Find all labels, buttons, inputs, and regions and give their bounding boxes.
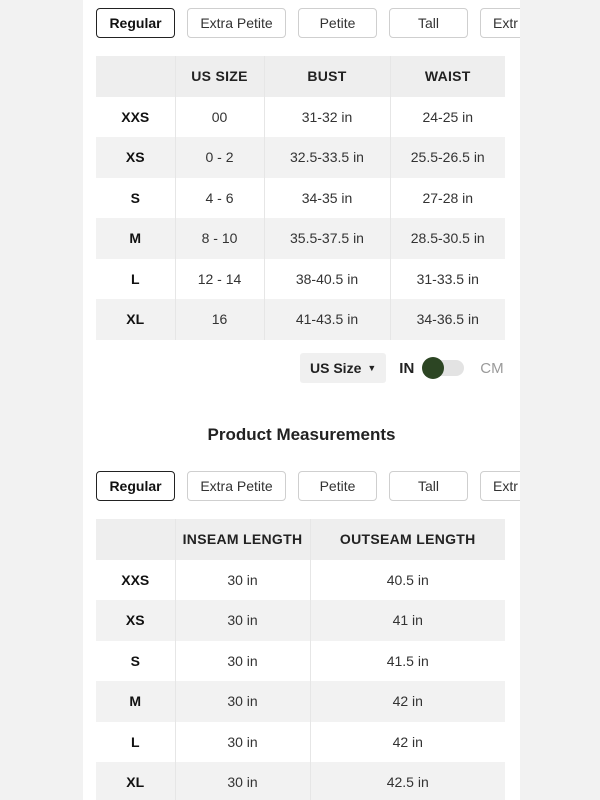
waist-cell: 31-33.5 in bbox=[390, 259, 505, 300]
column-header-waist: WAIST bbox=[390, 56, 505, 97]
outseam-cell: 41 in bbox=[310, 600, 505, 641]
table-row bbox=[96, 178, 505, 219]
table-row bbox=[96, 600, 505, 641]
column-header bbox=[96, 519, 175, 560]
column-header bbox=[96, 56, 175, 97]
section-title: Product Measurements bbox=[207, 425, 396, 444]
table-row bbox=[96, 560, 505, 601]
measurement-tabs bbox=[96, 471, 520, 501]
tab-extra-tall[interactable]: Extr bbox=[480, 471, 520, 501]
inseam-cell: 30 in bbox=[175, 762, 310, 800]
size-label: XL bbox=[96, 762, 175, 800]
measurements-table bbox=[96, 519, 505, 800]
outseam-cell: 40.5 in bbox=[310, 560, 505, 601]
tab-petite[interactable]: Petite bbox=[298, 8, 377, 38]
bust-cell: 41-43.5 in bbox=[264, 299, 390, 340]
tab-regular[interactable]: Regular bbox=[96, 8, 175, 38]
size-label: XS bbox=[96, 137, 175, 178]
tab-extra-petite[interactable]: Extra Petite bbox=[187, 8, 286, 38]
waist-cell: 25.5-26.5 in bbox=[390, 137, 505, 178]
tab-extra-petite[interactable]: Extra Petite bbox=[187, 471, 286, 501]
us-size-cell: 4 - 6 bbox=[175, 178, 264, 219]
tab-tall[interactable]: Tall bbox=[389, 8, 468, 38]
inseam-cell: 30 in bbox=[175, 600, 310, 641]
bust-cell: 38-40.5 in bbox=[264, 259, 390, 300]
size-system-dropdown[interactable] bbox=[300, 353, 386, 383]
table-row bbox=[96, 722, 505, 763]
us-size-cell: 00 bbox=[175, 97, 264, 138]
outseam-cell: 41.5 in bbox=[310, 641, 505, 682]
size-chart-table bbox=[96, 56, 505, 340]
unit-label-in: IN bbox=[399, 359, 415, 377]
unit-label-cm: CM bbox=[480, 359, 504, 377]
table-row bbox=[96, 681, 505, 722]
size-label: S bbox=[96, 178, 175, 219]
unit-toggle[interactable] bbox=[424, 360, 464, 376]
size-label: M bbox=[96, 681, 175, 722]
us-size-cell: 8 - 10 bbox=[175, 218, 264, 259]
size-label: XXS bbox=[96, 97, 175, 138]
size-label: XL bbox=[96, 299, 175, 340]
toggle-knob bbox=[422, 357, 444, 379]
bust-cell: 32.5-33.5 in bbox=[264, 137, 390, 178]
waist-cell: 24-25 in bbox=[390, 97, 505, 138]
inseam-cell: 30 in bbox=[175, 681, 310, 722]
table-header-row bbox=[96, 519, 505, 560]
inseam-cell: 30 in bbox=[175, 641, 310, 682]
us-size-cell: 16 bbox=[175, 299, 264, 340]
tab-tall[interactable]: Tall bbox=[389, 471, 468, 501]
size-guide-panel bbox=[83, 0, 520, 800]
size-label: XS bbox=[96, 600, 175, 641]
tab-extra-tall[interactable]: Extr bbox=[480, 8, 520, 38]
table-row bbox=[96, 137, 505, 178]
column-header-us-size: US SIZE bbox=[175, 56, 264, 97]
outseam-cell: 42 in bbox=[310, 681, 505, 722]
tab-regular[interactable]: Regular bbox=[96, 471, 175, 501]
size-tabs bbox=[96, 8, 520, 38]
size-label: L bbox=[96, 722, 175, 763]
column-header-inseam: INSEAM LENGTH bbox=[175, 519, 310, 560]
waist-cell: 28.5-30.5 in bbox=[390, 218, 505, 259]
table-row bbox=[96, 259, 505, 300]
bust-cell: 31-32 in bbox=[264, 97, 390, 138]
inseam-cell: 30 in bbox=[175, 560, 310, 601]
table-row bbox=[96, 299, 505, 340]
size-label: S bbox=[96, 641, 175, 682]
us-size-cell: 0 - 2 bbox=[175, 137, 264, 178]
bust-cell: 34-35 in bbox=[264, 178, 390, 219]
inseam-cell: 30 in bbox=[175, 722, 310, 763]
size-label: M bbox=[96, 218, 175, 259]
caret-down-icon: ▼ bbox=[367, 363, 377, 373]
table-row bbox=[96, 641, 505, 682]
table-row bbox=[96, 762, 505, 800]
bust-cell: 35.5-37.5 in bbox=[264, 218, 390, 259]
size-label: L bbox=[96, 259, 175, 300]
column-header-outseam: OUTSEAM LENGTH bbox=[310, 519, 505, 560]
waist-cell: 34-36.5 in bbox=[390, 299, 505, 340]
us-size-cell: 12 - 14 bbox=[175, 259, 264, 300]
unit-controls bbox=[300, 352, 504, 384]
outseam-cell: 42 in bbox=[310, 722, 505, 763]
size-system-label: US Size bbox=[310, 360, 362, 376]
table-header-row bbox=[96, 56, 505, 97]
tab-petite[interactable]: Petite bbox=[298, 471, 377, 501]
size-label: XXS bbox=[96, 560, 175, 601]
outseam-cell: 42.5 in bbox=[310, 762, 505, 800]
table-row bbox=[96, 97, 505, 138]
table-row bbox=[96, 218, 505, 259]
waist-cell: 27-28 in bbox=[390, 178, 505, 219]
column-header-bust: BUST bbox=[264, 56, 390, 97]
